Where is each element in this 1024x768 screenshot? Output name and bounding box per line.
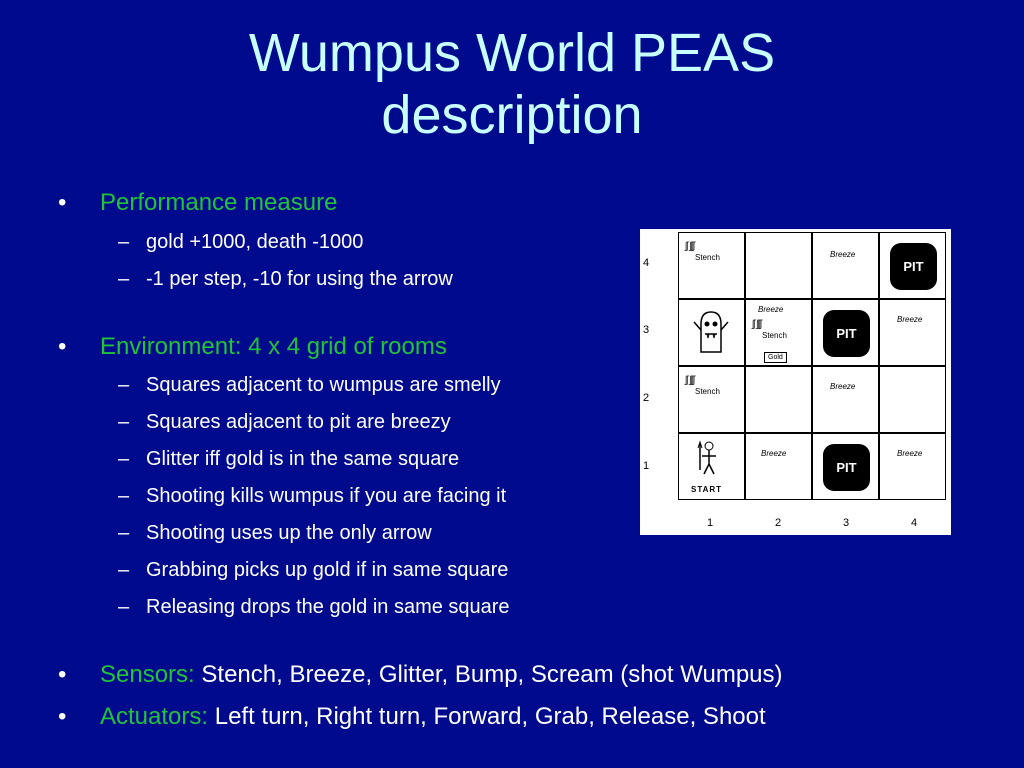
dash: – <box>118 231 130 253</box>
breeze-label: Breeze <box>830 382 856 391</box>
actuators-line <box>100 703 766 731</box>
stench-wave-icon: ʃʃ ʃʃʃʃ <box>752 319 762 330</box>
title-line-2: description <box>381 85 643 145</box>
cell-4-1 <box>879 433 946 500</box>
cell-4-2 <box>879 366 946 433</box>
cell-2-2 <box>745 366 812 433</box>
breeze-label: Breeze <box>758 305 784 314</box>
bullet-dot: • <box>58 189 67 216</box>
performance-label: Performance measure <box>100 189 338 216</box>
breeze-label: Breeze <box>830 250 856 259</box>
stench-label: Stench <box>695 387 720 396</box>
agent-icon <box>694 440 724 478</box>
cell-2-4 <box>745 232 812 299</box>
col-label-3: 3 <box>843 517 850 529</box>
sub-item-text: Grabbing picks up gold if in same square <box>146 559 509 581</box>
col-label-1: 1 <box>707 517 714 529</box>
row-label-2: 2 <box>643 392 650 404</box>
sensors-line <box>100 661 783 689</box>
sensors-label: Sensors: <box>100 661 195 688</box>
start-label: START <box>691 485 723 494</box>
stench-wave-icon: ʃʃ ʃʃʃʃ <box>685 375 695 386</box>
dash: – <box>118 559 130 581</box>
wumpus-icon <box>691 308 731 356</box>
row-label-1: 1 <box>643 460 650 472</box>
stench-label: Stench <box>762 331 787 340</box>
sub-item-text: Squares adjacent to pit are breezy <box>146 411 451 433</box>
cell-3-2 <box>812 366 879 433</box>
dash: – <box>118 411 130 433</box>
col-label-4: 4 <box>911 517 918 529</box>
sub-item-text: Glitter iff gold is in the same square <box>146 448 460 470</box>
breeze-label: Breeze <box>761 449 787 458</box>
dash: – <box>118 448 130 470</box>
actuators-label: Actuators: <box>100 703 209 730</box>
dash: – <box>118 522 130 544</box>
wumpus-grid-figure <box>640 229 951 535</box>
cell-2-3 <box>745 299 812 366</box>
stench-label: Stench <box>695 253 720 262</box>
sub-item-text: gold +1000, death -1000 <box>146 231 364 253</box>
cell-3-1 <box>812 433 879 500</box>
bullet-dot: • <box>58 661 67 688</box>
stench-wave-icon: ʃʃ ʃʃʃʃ <box>685 241 695 252</box>
cell-1-4 <box>678 232 745 299</box>
cell-1-1 <box>678 433 745 500</box>
dash: – <box>118 485 130 507</box>
col-label-2: 2 <box>775 517 782 529</box>
actuators-text: Left turn, Right turn, Forward, Grab, Release, Shoot <box>214 703 766 730</box>
bullet-dot: • <box>58 703 67 730</box>
breeze-label: Breeze <box>897 449 923 458</box>
sub-item-text: Shooting uses up the only arrow <box>146 522 432 544</box>
sensors-text: Stench, Breeze, Glitter, Bump, Scream (shot Wumpus) <box>201 661 783 688</box>
dash: – <box>118 268 130 290</box>
row-label-3: 3 <box>643 324 650 336</box>
cell-4-4 <box>879 232 946 299</box>
cell-2-1 <box>745 433 812 500</box>
dash: – <box>118 596 130 618</box>
sub-item-text: Releasing drops the gold in same square <box>146 596 510 618</box>
sub-item-text: Squares adjacent to wumpus are smelly <box>146 374 501 396</box>
slide-title <box>0 22 1024 146</box>
cell-3-3 <box>812 299 879 366</box>
dash: – <box>118 374 130 396</box>
cell-3-4 <box>812 232 879 299</box>
gold-icon: Gold <box>764 352 787 363</box>
environment-label: Environment: 4 x 4 grid of rooms <box>100 333 447 360</box>
breeze-label: Breeze <box>897 315 923 324</box>
pit-icon: PIT <box>823 310 870 357</box>
row-label-4: 4 <box>643 257 650 269</box>
cell-4-3 <box>879 299 946 366</box>
sub-item-text: -1 per step, -10 for using the arrow <box>146 268 453 290</box>
sub-item-text: Shooting kills wumpus if you are facing it <box>146 485 507 507</box>
title-line-1: Wumpus World PEAS <box>248 23 776 83</box>
cell-1-2 <box>678 366 745 433</box>
pit-icon: PIT <box>823 444 870 491</box>
pit-icon: PIT <box>890 243 937 290</box>
bullet-dot: • <box>58 333 67 360</box>
cell-1-3 <box>678 299 745 366</box>
